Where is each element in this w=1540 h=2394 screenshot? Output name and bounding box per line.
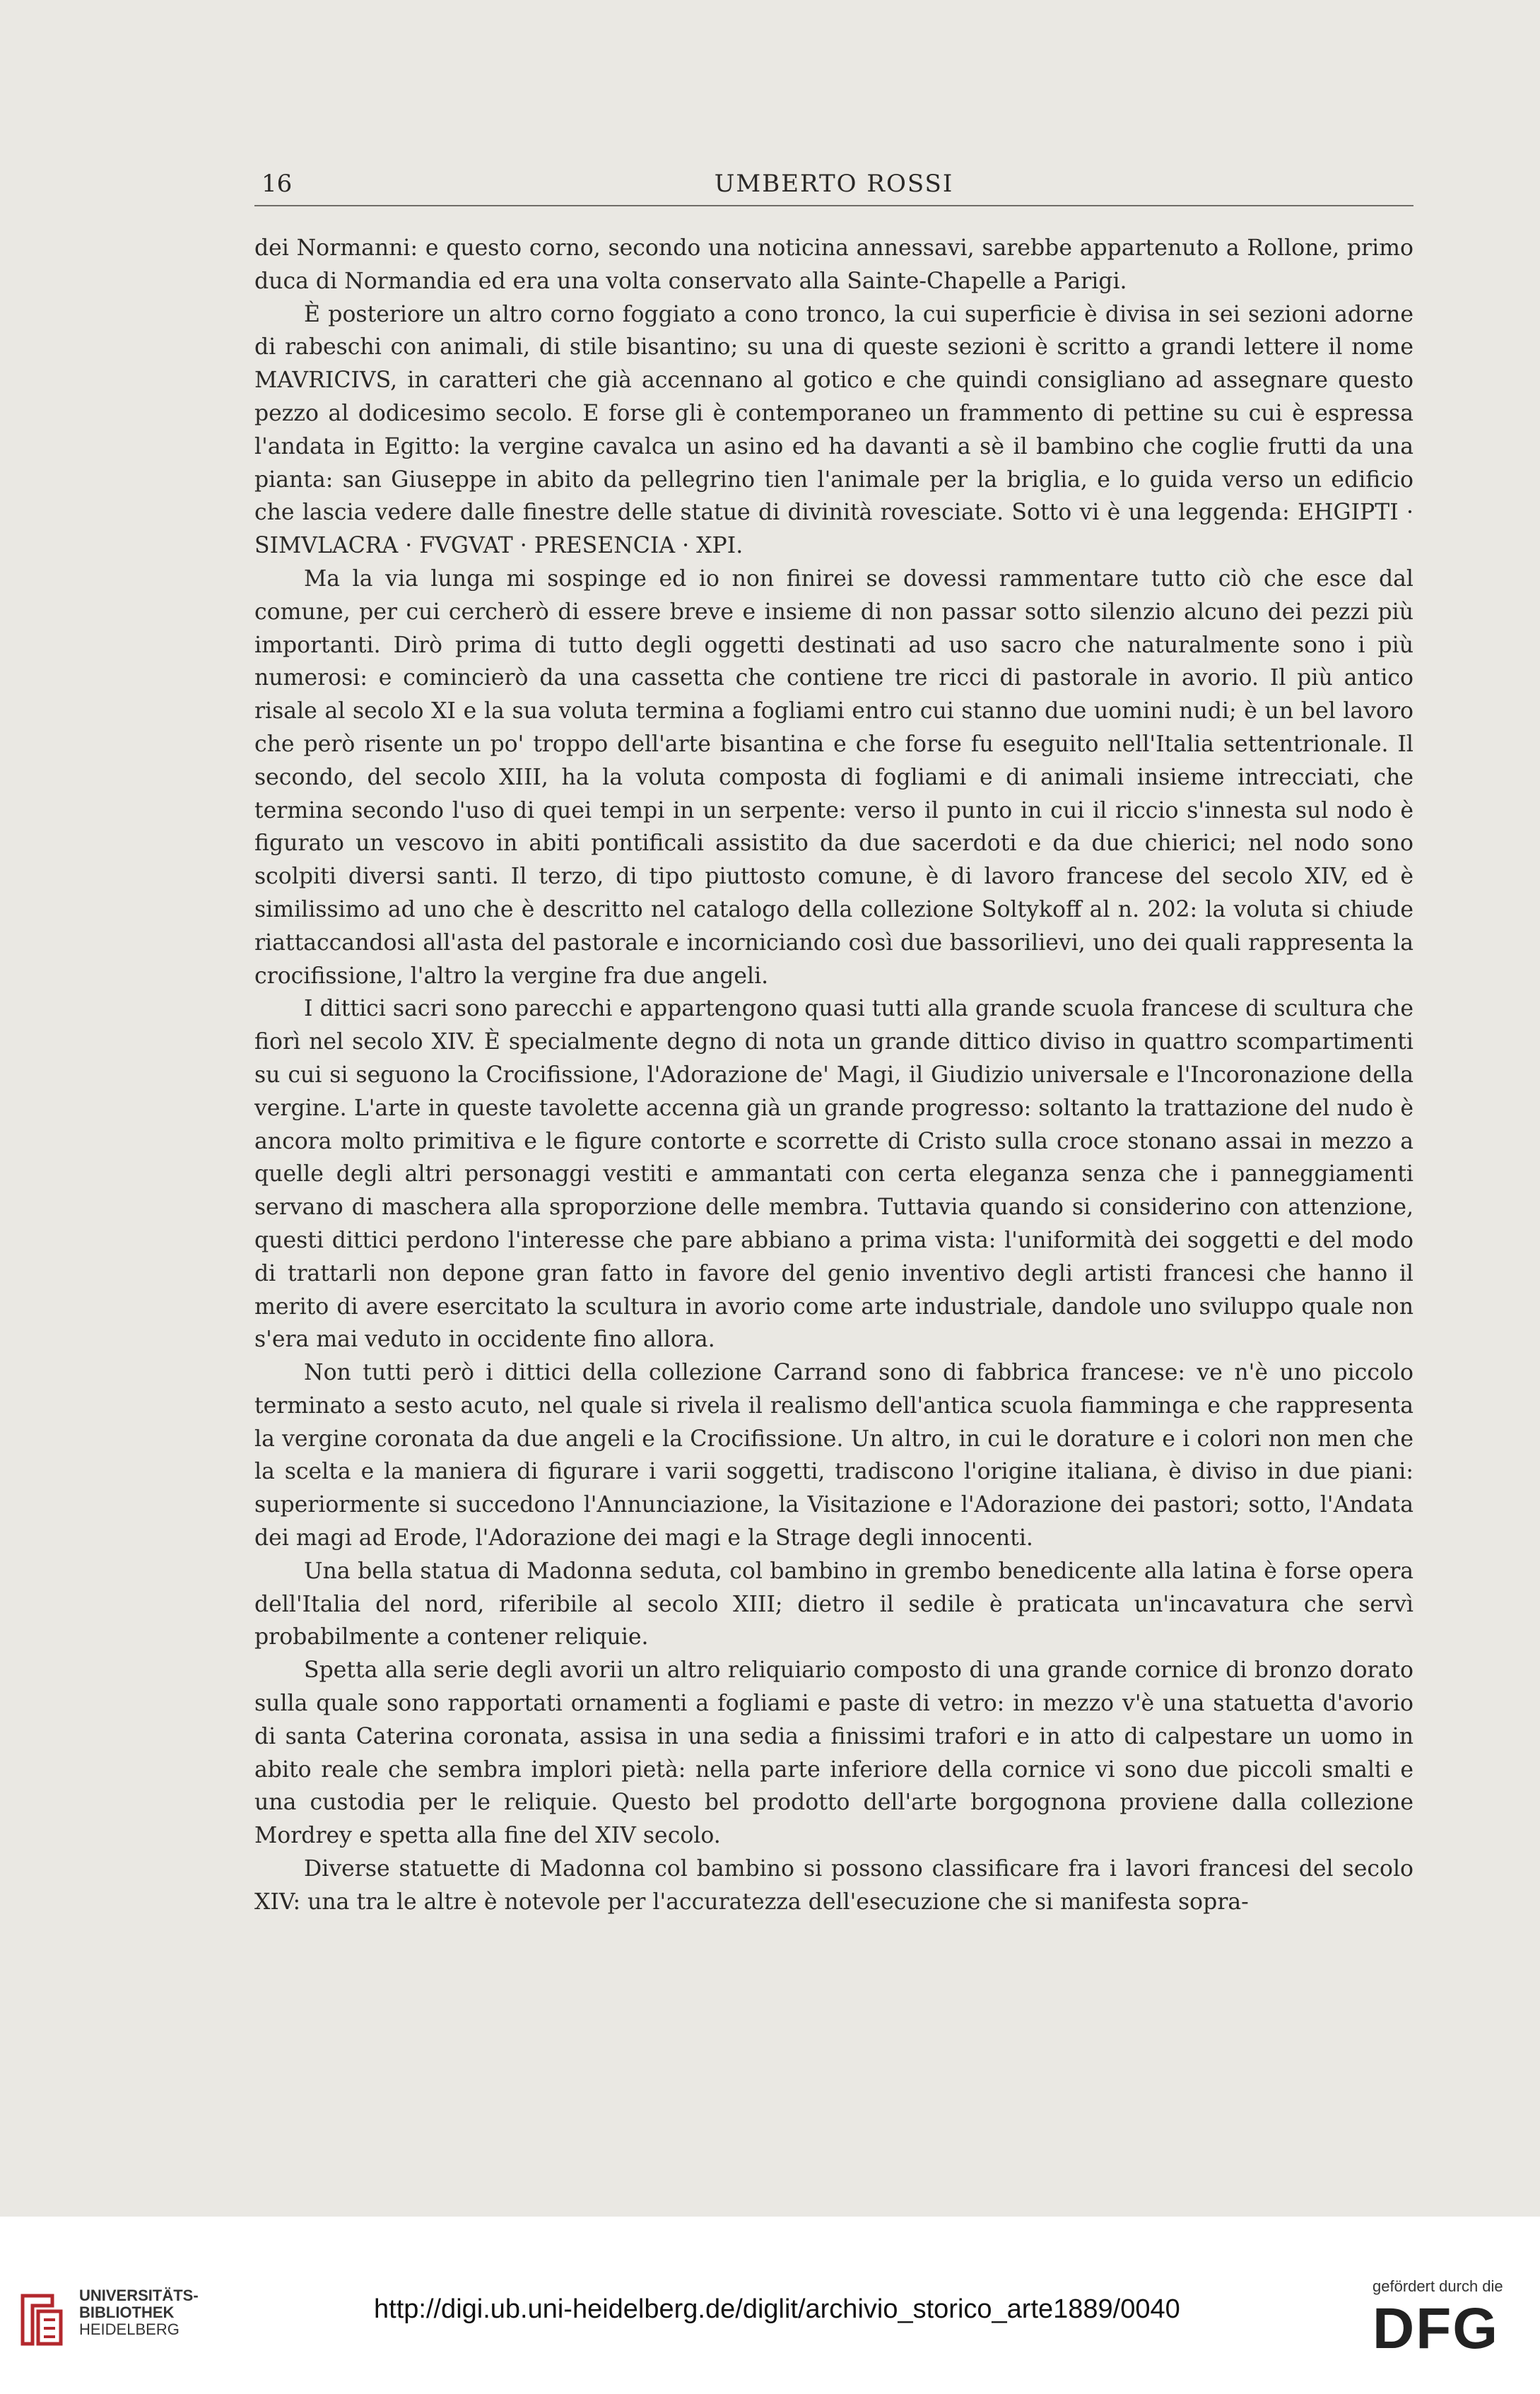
paragraph: Diverse statuette di Madonna col bambino si possono classificare fra i lavori francesi del secolo XIV: una tra le altre è notevole per l'accuratezza dell'esecuzione che si manifesta sopra- (254, 1856, 1413, 1915)
paragraph: Ma la via lunga mi sospinge ed io non finirei se dovessi rammentare tutto ciò che esce dal comune, per cui cercherò di essere breve e insieme di non passar sotto silenzio alcuno dei pezzi più importanti. Dirò prima di tutto degli oggetti destinati ad uso sacro che naturalmente sono i più numerosi: e comincierò da una cassetta che contiene tre ricci di pastorale in avorio. Il più antico risale al secolo XI e la sua voluta termina a fogliami entro cui stanno due uomini nudi; è un bel lavoro che però risente un po' troppo dell'arte bisantina e che forse fu eseguito nell'Italia settentrionale. Il secondo, del secolo XIII, ha la voluta composta di fogliami e di animali insieme intrecciati, che termina secondo l'uso di quei tempi in un serpente: verso il punto in cui il riccio s'innesta sul nodo è figurato un vescovo in abiti pontificali assistito da due sacerdoti e da due chierici; nel nodo sono scolpiti diversi santi. Il terzo, di tipo piuttosto comune, è di lavoro francese del secolo XIV, ed è similissimo ad uno che è descritto nel catalogo della collezione Soltykoff al n. 202: la voluta si chiude riattaccandosi all'asta del pastorale e incorniciando così due bassorilievi, uno dei quali rappresenta la crocifissione, l'altro la vergine fra due angeli. (254, 565, 1413, 989)
page-header (254, 163, 1413, 206)
paragraph: È posteriore un altro corno foggiato a cono tronco, la cui superficie è divisa in sei sezioni adorne di rabeschi con animali, di stile bisantino; su una di queste sezioni è scritto a grandi lettere il nome MAVRICIVS, in caratteri che già accennano al gotico e che quindi consigliano ad assegnare questo pezzo al dodicesimo secolo. E forse gli è contemporaneo un frammento di pettine su cui è espressa l'andata in Egitto: la vergine cavalca un asino ed ha davanti a sè il bambino che coglie frutti da una pianta: san Giuseppe in abito da pellegrino tien l'animale per la briglia, e lo guida verso un edificio che lascia vedere dalle finestre delle statue di divinità rovesciate. Sotto vi è una leggenda: EHGIPTI · SIMVLACRA · FVGVAT · PRESENCIA · XPI. (254, 301, 1413, 559)
paragraph: Una bella statua di Madonna seduta, col bambino in grembo benedicente alla latina è forse opera dell'Italia del nord, riferibile al secolo XIII; dietro il sedile è praticata un'incavatura che servì probabilmente a contener reliquie. (254, 1558, 1413, 1650)
digitization-footer (0, 2217, 1540, 2394)
dfg-logo: DFG (1373, 2296, 1500, 2361)
page-number: 16 (261, 170, 293, 198)
page-content (254, 163, 1413, 1919)
library-line-2: BIBLIOTHEK (79, 2304, 175, 2321)
running-title: UMBERTO ROSSI (714, 170, 954, 198)
funding-caption: gefördert durch die (1373, 2277, 1503, 2295)
library-line-3: HEIDELBERG (79, 2320, 180, 2338)
paragraph: I dittici sacri sono parecchi e appartengono quasi tutti alla grande scuola francese di scultura che fiorì nel secolo XIV. È specialmente degno di nota un grande dittico diviso in quattro scompartimenti su cui si seguono la Crocifissione, l'Adorazione de' Magi, il Giudizio universale e l'Incoronazione della vergine. L'arte in queste tavolette accenna già un grande progresso: soltanto la trattazione del nudo è ancora molto primitiva e le figure contorte e scorrette di Cristo sulla croce stonano assai in mezzo a quelle degli altri personaggi vestiti e ammantati con certa eleganza senza che i panneggiamenti servano di maschera alla sproporzione delle membra. Tuttavia quando si considerino con attenzione, questi dittici perdono l'interesse che pare abbiano a prima vista: l'uniformità dei soggetti e del modo di trattarli non depone gran fatto in favore del genio inventivo degli artisti francesi che hanno il merito di avere esercitato la scultura in avorio come arte industriale, dandole uno sviluppo quale non s'era mai veduto in occidente fino allora. (254, 996, 1413, 1353)
body-text (254, 232, 1413, 1919)
library-line-1: UNIVERSITÄTS- (79, 2287, 199, 2304)
ub-heidelberg-logo-icon (17, 2292, 66, 2348)
paragraph: Non tutti però i dittici della collezione Carrand sono di fabbrica francese: ve n'è uno piccolo terminato a sesto acuto, nel quale si rivela il realismo dell'antica scuola fiamminga e che rappresenta la vergine coronata da due angeli e la Crocifissione. Un altro, in cui le dorature e i colori non men che la scelta e la maniera di figurare i varii soggetti, tradiscono l'origine italiana, è diviso in due piani: superiormente si succedono l'Annunciazione, la Visitazione e l'Adorazione dei pastori; sotto, l'Andata dei magi ad Erode, l'Adorazione dei magi e la Strage degli innocenti. (254, 1360, 1413, 1551)
source-url-link[interactable]: http://digi.ub.uni-heidelberg.de/diglit/archivio_storico_arte1889/0040 (374, 2294, 1180, 2324)
paragraph: Spetta alla serie degli avorii un altro reliquiario composto di una grande cornice di bronzo dorato sulla quale sono rapportati ornamenti a fogliami e paste di vetro: in mezzo v'è una statuetta d'avorio di santa Caterina coronata, assisa in una sedia a finissimi trafori e in atto di calpestare un uomo in abito reale che sembra implori pietà: nella parte inferiore della cornice vi sono due piccoli smalti e una custodia per le reliquie. Questo bel prodotto dell'arte borgognona proviene dalla collezione Mordrey e spetta alla fine del XIV secolo. (254, 1657, 1413, 1849)
paragraph: dei Normanni: e questo corno, secondo una noticina annessavi, sarebbe appartenuto a Rollone, primo duca di Normandia ed era una volta conservato alla Sainte-Chapelle a Parigi. (254, 235, 1413, 294)
library-name (79, 2287, 199, 2338)
